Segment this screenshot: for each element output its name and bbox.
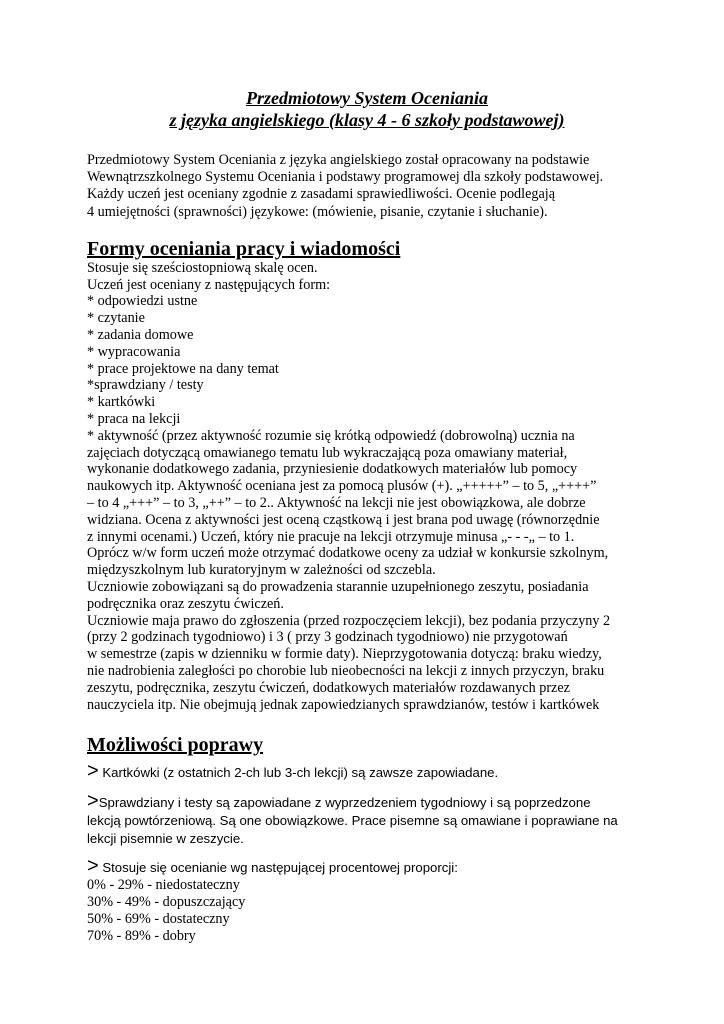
document-page bbox=[87, 87, 647, 945]
improve-point-text: Stosuje się ocenianie wg następującej procentowej proporcji: bbox=[98, 860, 458, 876]
improve-heading: Możliwości poprawy bbox=[87, 734, 264, 757]
intro-line: Każdy uczeń jest oceniany zgodnie z zasadami sprawiedliwości. Ocenie podlegają bbox=[87, 186, 555, 203]
title-line-1: Przedmiotowy System Oceniania bbox=[246, 88, 488, 108]
forms-line: Uczeń jest oceniany z następujących form: bbox=[87, 276, 331, 293]
grade-scale-item: 50% - 69% - dostateczny bbox=[87, 910, 230, 927]
document-title bbox=[87, 87, 647, 131]
forms-line: zeszytu, podręcznika, zeszytu ćwiczeń, dodatkowych materiałów rozdawanych przez bbox=[87, 679, 570, 696]
improve-point-3 bbox=[87, 857, 647, 877]
forms-section bbox=[87, 260, 647, 714]
forms-line: w semestrze (zapis w dzienniku w formie daty). Nieprzygotowania dotyczą: braku wiedzy, bbox=[87, 646, 602, 663]
improve-point-line: lekcji pisemnie w zeszycie. bbox=[87, 830, 244, 846]
improve-point-text: Sprawdziany i testy są zapowiadane z wyprzedzeniem tygodniowy i są poprzedzone bbox=[98, 794, 591, 810]
forms-list-item: * wypracowania bbox=[87, 343, 181, 360]
forms-heading: Formy oceniania pracy i wiadomości bbox=[87, 237, 401, 260]
forms-line: wykonanie dodatkowego zadania, przyniesienie dodatkowych materiałów lub pomocy bbox=[87, 461, 578, 478]
forms-line: Uczniowie maja prawo do zgłoszenia (przed rozpoczęciem lekcji), bez podania przyczyny 2 bbox=[87, 612, 611, 629]
arrow-marker-icon: > bbox=[87, 855, 99, 878]
forms-list-item: * czytanie bbox=[87, 310, 145, 327]
forms-line: Stosuje się sześciostopniową skalę ocen. bbox=[87, 259, 318, 276]
intro-paragraph bbox=[87, 152, 647, 221]
forms-line: podręcznika oraz zeszytu ćwiczeń. bbox=[87, 595, 284, 612]
grade-scale-item: 30% - 49% - dopuszczający bbox=[87, 894, 246, 911]
forms-list-item: * praca na lekcji bbox=[87, 410, 181, 427]
forms-list-item: * aktywność (przez aktywność rozumie się krótką odpowiedź (dobrowolną) ucznia na bbox=[87, 427, 575, 444]
title-line-2: z języka angielskiego (klasy 4 - 6 szkoły podstawowej) bbox=[169, 110, 565, 130]
grade-scale-item: 0% - 29% - niedostateczny bbox=[87, 877, 240, 894]
intro-line: 4 umiejętności (sprawności) językowe: (mówienie, pisanie, czytanie i słuchanie). bbox=[87, 203, 548, 220]
forms-list-item: * zadania domowe bbox=[87, 327, 194, 343]
forms-line: międzyszkolnym lub kuratoryjnym w zależności od szczebla. bbox=[87, 562, 436, 579]
improve-point-text: Kartkówki (z ostatnich 2-ch lub 3-ch lekcji) są zawsze zapowiadane. bbox=[98, 765, 499, 781]
forms-line: z innymi ocenami.) Uczeń, który nie pracuje na lekcji otrzymuje minusa „- - -„ – to 1. bbox=[87, 528, 575, 545]
improve-point-1 bbox=[87, 762, 647, 782]
forms-list-item: * prace projektowe na dany temat bbox=[87, 360, 279, 377]
forms-line: (przy 2 godzinach tygodniowo) i 3 ( przy 3 godzinach tygodniowo) nie przygotowań bbox=[87, 629, 568, 646]
forms-line: Oprócz w/w form uczeń może otrzymać dodatkowe oceny za udział w konkursie szkolnym, bbox=[87, 545, 609, 562]
arrow-marker-icon: > bbox=[87, 760, 99, 783]
improve-point-2 bbox=[87, 789, 647, 849]
forms-line: Uczniowie zobowiązani są do prowadzenia starannie uzupełnionego zeszytu, posiadania bbox=[87, 578, 589, 595]
forms-line: naukowych itp. Aktywność oceniana jest za pomocą plusów (+). „+++++” – to 5, „++++” bbox=[87, 478, 597, 495]
forms-line: widziana. Ocena z aktywności jest oceną cząstkową i jest brana pod uwagę (równorzędnie bbox=[87, 511, 600, 528]
forms-list-item: * kartkówki bbox=[87, 394, 156, 411]
arrow-marker-icon: > bbox=[87, 789, 99, 812]
forms-line: – to 4 „+++” – to 3, „++” – to 2.. Aktywność na lekcji nie jest obowiązkowa, ale dobrze bbox=[87, 494, 586, 511]
grade-scale-item: 70% - 89% - dobry bbox=[87, 927, 196, 944]
forms-list-item: * odpowiedzi ustne bbox=[87, 293, 198, 310]
forms-list-item: *sprawdziany / testy bbox=[87, 377, 204, 394]
forms-line: zajęciach dotyczącą omawianego tematu lub wykraczającą poza omawiany materiał, bbox=[87, 444, 568, 461]
improve-point-line: lekcją powtórzeniową. Są one obowiązkowe. Prace pisemne są omawiane i poprawiane na bbox=[87, 812, 618, 828]
forms-line: nie nadrobienia zaległości po chorobie lub nieobecności na lekcji z innych przyczyn, braku bbox=[87, 662, 605, 679]
grade-scale-list bbox=[87, 877, 647, 944]
forms-line: nauczyciela itp. Nie obejmują jednak zapowiedzianych sprawdzianów, testów i kartkówek bbox=[87, 696, 600, 713]
intro-line: Przedmiotowy System Oceniania z języka angielskiego został opracowany na podstawie bbox=[87, 152, 590, 168]
intro-line: Wewnątrzszkolnego Systemu Oceniania i podstawy programowej dla szkoły podstawowej. bbox=[87, 169, 604, 186]
